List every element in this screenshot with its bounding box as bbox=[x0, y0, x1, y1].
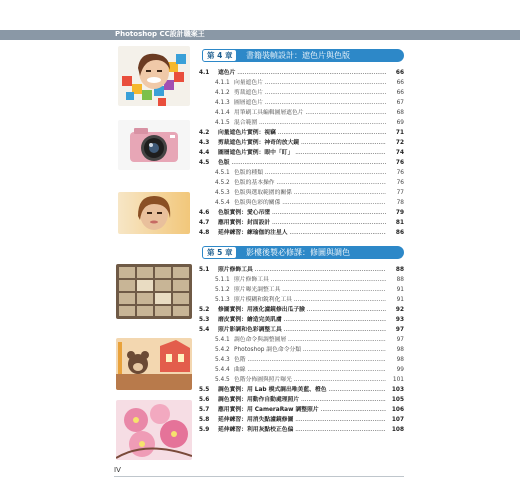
entry-page: 108 bbox=[391, 427, 404, 433]
toc-entry bbox=[199, 138, 404, 148]
chapter-banner bbox=[202, 49, 404, 62]
toc-subentry bbox=[199, 345, 404, 355]
entry-page: 66 bbox=[395, 70, 404, 76]
toc-subentry bbox=[199, 78, 404, 88]
header-bar bbox=[0, 30, 520, 40]
book-title: Photoshop CC設計職案王 bbox=[115, 30, 205, 38]
entry-number: 5.5 bbox=[199, 387, 210, 393]
entry-number: 5.2 bbox=[199, 307, 210, 313]
entry-number: 4.5.3 bbox=[215, 190, 230, 196]
entry-number: 5.1 bbox=[199, 267, 210, 273]
entry-page: 68 bbox=[396, 110, 404, 116]
entry-title: 剪裁遮色片實例：神奇的放大鏡 ..... bbox=[218, 138, 386, 148]
entry-page: 88 bbox=[395, 267, 404, 273]
entry-page: 76 bbox=[396, 180, 404, 186]
toc-subentry bbox=[199, 295, 404, 305]
entry-number: 5.6 bbox=[199, 397, 210, 403]
entry-number: 4.4 bbox=[199, 150, 210, 156]
toc-subentry bbox=[199, 335, 404, 345]
chapter-badge: 第 5 章 bbox=[202, 246, 237, 259]
entry-title: Photoshop 調色命令分類 ..... bbox=[234, 345, 386, 355]
toc-subentry bbox=[199, 365, 404, 375]
entry-number: 4.3 bbox=[199, 140, 210, 146]
toc-subentry bbox=[199, 108, 404, 118]
toc-entry bbox=[199, 395, 404, 405]
toc-entry bbox=[199, 148, 404, 158]
toc-entry bbox=[199, 385, 404, 395]
entry-page: 66 bbox=[396, 90, 404, 96]
entry-page: 76 bbox=[395, 160, 404, 166]
entry-page: 105 bbox=[391, 397, 404, 403]
entry-title: 剪裁遮色片 ..... bbox=[234, 88, 386, 98]
entry-number: 5.4.5 bbox=[215, 377, 230, 383]
toc-entry bbox=[199, 415, 404, 425]
entry-page: 91 bbox=[396, 287, 404, 293]
entry-page: 92 bbox=[395, 307, 404, 313]
entry-title: 色版與色彩的關係 ..... bbox=[234, 198, 386, 208]
chapter-title: 影樓後製必修課：修圖與調色 bbox=[246, 248, 350, 257]
chapter-banner bbox=[202, 246, 404, 259]
entry-page: 71 bbox=[395, 130, 404, 136]
toc-subentry bbox=[199, 178, 404, 188]
entry-title: 遮色片 ..... bbox=[218, 68, 386, 78]
entry-title: 用筆刷工具編輯圖層遮色片 ..... bbox=[234, 108, 386, 118]
toc-subentry bbox=[199, 168, 404, 178]
entry-number: 4.5.4 bbox=[215, 200, 230, 206]
entry-number: 4.1.2 bbox=[215, 90, 230, 96]
toc-list bbox=[199, 68, 404, 238]
toc-entry bbox=[199, 128, 404, 138]
entry-number: 4.5.1 bbox=[215, 170, 230, 176]
entry-page: 97 bbox=[395, 327, 404, 333]
photo-building-grid bbox=[116, 264, 192, 319]
entry-title: 色版的基本操作 ..... bbox=[234, 178, 386, 188]
entry-number: 5.7 bbox=[199, 407, 210, 413]
entry-number: 4.1.4 bbox=[215, 110, 230, 116]
photo-pink-camera bbox=[118, 120, 190, 170]
toc-entry bbox=[199, 158, 404, 168]
photo-pink-blossoms bbox=[116, 400, 192, 460]
entry-page: 72 bbox=[395, 140, 404, 146]
entry-number: 4.1 bbox=[199, 70, 210, 76]
entry-number: 4.2 bbox=[199, 130, 210, 136]
entry-title: 色版與選取範圍的關係 ..... bbox=[234, 188, 386, 198]
photo-woman-color-blocks bbox=[118, 46, 190, 106]
entry-title: 磨皮實例：繪造完美肌膚 ..... bbox=[218, 315, 386, 325]
photo-girl-portrait bbox=[118, 192, 190, 234]
entry-page: 91 bbox=[396, 297, 404, 303]
toc-subentry bbox=[199, 98, 404, 108]
entry-title: 圖層遮色片 ..... bbox=[234, 98, 386, 108]
entry-title: 向量遮色片 ..... bbox=[234, 78, 386, 88]
entry-page: 98 bbox=[396, 347, 404, 353]
toc-list bbox=[199, 265, 404, 435]
toc-subentry bbox=[199, 88, 404, 98]
entry-page: 86 bbox=[395, 230, 404, 236]
entry-page: 103 bbox=[391, 387, 404, 393]
footer-divider bbox=[114, 476, 404, 477]
toc-entry bbox=[199, 228, 404, 238]
entry-page: 66 bbox=[396, 80, 404, 86]
entry-title: 調色實例：用 Lab 模式調出唯美藍、橙色 ..... bbox=[218, 385, 386, 395]
entry-title: 應用實例：封面設計 ..... bbox=[218, 218, 386, 228]
entry-number: 4.8 bbox=[199, 230, 210, 236]
entry-title: 色階分佈圖與照片曝光 ..... bbox=[234, 375, 386, 385]
entry-title: 色階 ..... bbox=[234, 355, 386, 365]
entry-number: 5.4.4 bbox=[215, 367, 230, 373]
entry-title: 曲線 ..... bbox=[234, 365, 386, 375]
entry-number: 5.4.1 bbox=[215, 337, 230, 343]
entry-page: 77 bbox=[396, 190, 404, 196]
entry-page: 81 bbox=[395, 220, 404, 226]
toc-entry bbox=[199, 315, 404, 325]
entry-number: 5.8 bbox=[199, 417, 210, 423]
entry-title: 延伸練習：利用灰點校正色偏 ..... bbox=[218, 425, 386, 435]
toc-subentry bbox=[199, 375, 404, 385]
entry-page: 107 bbox=[391, 417, 404, 423]
entry-page: 88 bbox=[396, 277, 404, 283]
toc-entry bbox=[199, 218, 404, 228]
entry-number: 4.5.2 bbox=[215, 180, 230, 186]
entry-page: 79 bbox=[395, 210, 404, 216]
entry-number: 4.1.1 bbox=[215, 80, 230, 86]
entry-page: 97 bbox=[396, 337, 404, 343]
toc-subentry bbox=[199, 355, 404, 365]
entry-title: 調色實例：用動作自動處理照片 ..... bbox=[218, 395, 386, 405]
toc-subentry bbox=[199, 285, 404, 295]
entry-number: 4.5 bbox=[199, 160, 210, 166]
entry-title: 色版的種類 ..... bbox=[234, 168, 386, 178]
entry-number: 4.1.3 bbox=[215, 100, 230, 106]
entry-number: 5.1.3 bbox=[215, 297, 230, 303]
toc-subentry bbox=[199, 118, 404, 128]
entry-title: 混合範圍 ..... bbox=[234, 118, 386, 128]
chapter-badge: 第 4 章 bbox=[202, 49, 237, 62]
toc-subentry bbox=[199, 275, 404, 285]
entry-page: 76 bbox=[396, 170, 404, 176]
entry-number: 5.3 bbox=[199, 317, 210, 323]
entry-title: 調色命令與調整圖層 ..... bbox=[234, 335, 386, 345]
entry-title: 色版 ..... bbox=[218, 158, 386, 168]
entry-page: 69 bbox=[396, 120, 404, 126]
page-number: IV bbox=[114, 466, 121, 474]
toc-entry bbox=[199, 208, 404, 218]
entry-title: 修圖實例：用液化濾鏡修出瓜子臉 ..... bbox=[218, 305, 386, 315]
entry-title: 照片影調和色彩調整工具 ..... bbox=[218, 325, 386, 335]
entry-number: 5.9 bbox=[199, 427, 210, 433]
entry-page: 78 bbox=[396, 200, 404, 206]
toc-entry bbox=[199, 405, 404, 415]
entry-title: 照片修飾工具 ..... bbox=[218, 265, 386, 275]
entry-title: 向量遮色片實例：視竊 ..... bbox=[218, 128, 386, 138]
entry-page: 67 bbox=[396, 100, 404, 106]
entry-title: 應用實例：用 CameraRaw 調整照片 ..... bbox=[218, 405, 386, 415]
entry-page: 74 bbox=[395, 150, 404, 156]
entry-title: 延伸練習：用消失點濾鏡修圖 ..... bbox=[218, 415, 386, 425]
entry-title: 照片修飾工具 ..... bbox=[234, 275, 386, 285]
entry-number: 5.4.2 bbox=[215, 347, 230, 353]
entry-title: 色版實例：愛心吊墜 ..... bbox=[218, 208, 386, 218]
entry-number: 4.6 bbox=[199, 210, 210, 216]
entry-page: 101 bbox=[392, 377, 404, 383]
photo-toys-scene bbox=[116, 338, 192, 390]
entry-number: 5.4 bbox=[199, 327, 210, 333]
toc-subentry bbox=[199, 188, 404, 198]
entry-page: 106 bbox=[391, 407, 404, 413]
toc-entry bbox=[199, 68, 404, 78]
entry-number: 4.1.5 bbox=[215, 120, 230, 126]
entry-title: 圖層遮色片實例：眼中「盯」 ..... bbox=[218, 148, 386, 158]
toc-subentry bbox=[199, 198, 404, 208]
entry-number: 4.7 bbox=[199, 220, 210, 226]
entry-title: 照片模糊和銳利化工具 ..... bbox=[234, 295, 386, 305]
entry-title: 延伸練習：練瑜伽的注星人 ..... bbox=[218, 228, 386, 238]
entry-page: 99 bbox=[396, 367, 404, 373]
entry-page: 98 bbox=[396, 357, 404, 363]
entry-number: 5.1.1 bbox=[215, 277, 230, 283]
toc-entry bbox=[199, 305, 404, 315]
entry-page: 93 bbox=[395, 317, 404, 323]
toc-entry bbox=[199, 265, 404, 275]
entry-number: 5.4.3 bbox=[215, 357, 230, 363]
chapter-title: 書籍裝幀設計：遮色片與色版 bbox=[246, 51, 350, 60]
toc-entry bbox=[199, 325, 404, 335]
entry-number: 5.1.2 bbox=[215, 287, 230, 293]
entry-title: 照片曝光調整工具 ..... bbox=[234, 285, 386, 295]
toc-entry bbox=[199, 425, 404, 435]
